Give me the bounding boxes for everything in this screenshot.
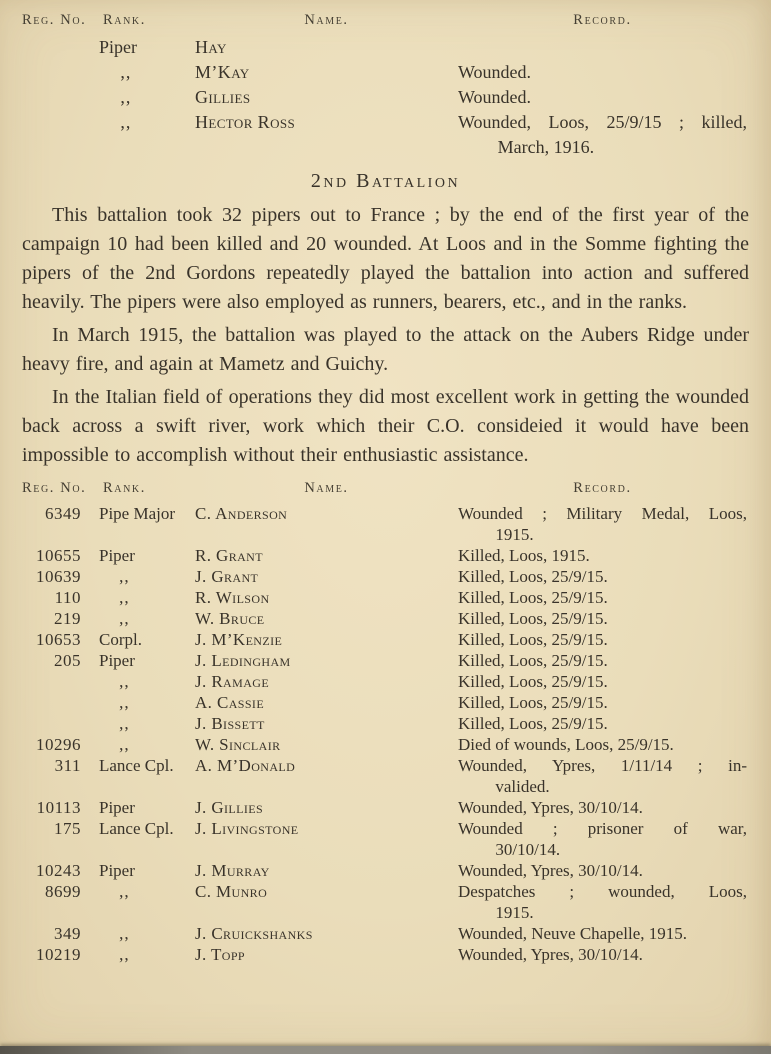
name-cell: Gillies: [195, 87, 251, 107]
table-row: [22, 734, 749, 755]
rank-cell: ,,: [119, 924, 130, 943]
table-header-row: [22, 476, 749, 500]
table-header-row: [22, 8, 749, 33]
reg-no-cell: 10655: [36, 546, 81, 565]
header-name: Name.: [304, 12, 349, 28]
record-cell: [458, 797, 749, 818]
record-line: Wounded, Ypres, 30/10/14.: [458, 798, 643, 817]
name-cell: J. Livingstone: [195, 819, 299, 838]
reg-no-cell: 175: [54, 819, 81, 838]
rank-cell: Piper: [99, 546, 135, 565]
battalion-paragraph-3: In the Italian field of operations they did most excellent work in getting the wounded back across a swift river, work which their C.O. consideied it would have been impossible to accomplish without their enthusiastic assistance.: [22, 386, 749, 466]
reg-no-cell: [22, 85, 97, 110]
record-line: Killed, Loos, 25/9/15.: [458, 651, 608, 670]
reg-no-cell: 110: [54, 588, 81, 607]
reg-no-cell: 8699: [45, 882, 81, 901]
name-cell: M’Kay: [195, 62, 250, 82]
rank-cell: ,,: [119, 882, 130, 901]
record-line: Killed, Loos, 25/9/15.: [458, 693, 608, 712]
record-line: 1915.: [495, 903, 534, 922]
record-cell: [458, 860, 749, 881]
table-row: [22, 35, 749, 60]
record-cell: [458, 608, 749, 629]
table-row: [22, 881, 749, 923]
section-heading-2nd-battalion: 2nd Battalion: [310, 170, 461, 192]
pipers-casualty-table: [22, 476, 749, 965]
rank-cell: ,,: [119, 945, 130, 964]
record-cell: [458, 85, 749, 110]
battalion-paragraph-2: In March 1915, the battalion was played to the attack on the Aubers Ridge under heavy fire, and again at Mametz and Guichy.: [22, 324, 749, 375]
record-cell: [458, 60, 749, 85]
reg-no-cell: [22, 671, 97, 692]
record-cell: [458, 818, 749, 860]
record-line: Killed, Loos, 25/9/15.: [458, 609, 608, 628]
record-line: 30/10/14.: [495, 840, 561, 859]
record-line: Killed, Loos, 1915.: [458, 546, 590, 565]
battalion-description: [22, 201, 749, 470]
name-cell: C. Anderson: [195, 504, 288, 523]
record-cell: [458, 503, 749, 545]
name-cell: W. Bruce: [195, 609, 265, 628]
rank-cell: ,,: [120, 112, 132, 132]
rank-cell: Piper: [99, 861, 135, 880]
name-cell: J. Gillies: [195, 798, 264, 817]
rank-cell: ,,: [119, 693, 130, 712]
name-cell: J. Cruickshanks: [195, 924, 313, 943]
record-line: valided.: [495, 777, 550, 796]
reg-no-cell: [22, 692, 97, 713]
name-cell: Hay: [195, 37, 227, 57]
record-line: Killed, Loos, 25/9/15.: [458, 714, 608, 733]
reg-no-cell: 6349: [45, 504, 81, 523]
record-cell: [458, 566, 749, 587]
table-row: [22, 503, 749, 545]
name-cell: J. Bissett: [195, 714, 265, 733]
table-row: [22, 944, 749, 965]
record-line: Killed, Loos, 25/9/15.: [458, 567, 608, 586]
reg-no-cell: 10639: [36, 567, 81, 586]
header-record: Record.: [573, 12, 632, 28]
record-line: March, 1916.: [497, 137, 595, 157]
reg-no-cell: [22, 713, 97, 734]
table-row: [22, 608, 749, 629]
record-cell: [458, 944, 749, 965]
header-reg-no: Reg. No.: [22, 480, 87, 496]
table-row: [22, 671, 749, 692]
rank-cell: Piper: [99, 37, 137, 57]
header-reg-no: Reg. No.: [22, 12, 87, 28]
name-cell: J. Ramage: [195, 672, 270, 691]
rank-cell: ,,: [119, 735, 130, 754]
name-cell: J. Topp: [195, 945, 246, 964]
rank-cell: ,,: [119, 714, 130, 733]
record-cell: [458, 587, 749, 608]
reg-no-cell: 10296: [36, 735, 81, 754]
record-line: Killed, Loos, 25/9/15.: [458, 588, 608, 607]
rank-cell: Pipe Major: [99, 504, 176, 523]
header-record: Record.: [573, 480, 632, 496]
table-row: [22, 818, 749, 860]
record-line: Killed, Loos, 25/9/15.: [458, 630, 608, 649]
table-row: [22, 110, 749, 160]
record-line: Wounded, Neuve Chapelle, 1915.: [458, 924, 688, 943]
record-line: Wounded.: [458, 62, 532, 82]
pipers-continuation-table: [22, 8, 749, 160]
record-line: Wounded ; Military Medal, Loos,: [458, 504, 747, 523]
record-cell: [458, 650, 749, 671]
header-rank: Rank.: [103, 480, 146, 496]
record-line: Wounded ; prisoner of war,: [458, 819, 747, 838]
record-cell: [458, 881, 749, 923]
table-row: [22, 923, 749, 944]
rank-cell: ,,: [119, 609, 130, 628]
table-row: [22, 566, 749, 587]
rank-cell: Lance Cpl.: [99, 819, 174, 838]
battalion-paragraph-1: This battalion took 32 pipers out to France ; by the end of the first year of the campaign 10 had been killed and 20 wounded. At Loos and in the Somme fighting the pipers of the 2nd Gordons repeatedly played the battalion into action and suffered heavily. The pipers were also employed as runners, bearers, etc., and in the ranks.: [22, 204, 749, 313]
table-row: [22, 629, 749, 650]
record-cell: [458, 713, 749, 734]
header-rank: Rank.: [103, 12, 146, 28]
table-row: [22, 797, 749, 818]
record-cell: [458, 734, 749, 755]
rank-cell: ,,: [119, 567, 130, 586]
reg-no-cell: [22, 35, 97, 60]
record-line: Killed, Loos, 25/9/15.: [458, 672, 608, 691]
record-line: Wounded, Ypres, 30/10/14.: [458, 861, 643, 880]
record-line: Wounded, Loos, 25/9/15 ; killed,: [458, 112, 747, 132]
table-row: [22, 587, 749, 608]
reg-no-cell: 10653: [36, 630, 81, 649]
record-cell: [458, 692, 749, 713]
reg-no-cell: [22, 110, 97, 160]
rank-cell: ,,: [120, 87, 132, 107]
reg-no-cell: 10219: [36, 945, 81, 964]
name-cell: A. Cassie: [195, 693, 265, 712]
rank-cell: ,,: [119, 672, 130, 691]
record-cell: [458, 545, 749, 566]
name-cell: R. Wilson: [195, 588, 270, 607]
rank-cell: Piper: [99, 651, 135, 670]
record-line: Wounded, Ypres, 30/10/14.: [458, 945, 643, 964]
reg-no-cell: 10113: [36, 798, 81, 817]
table-row: [22, 713, 749, 734]
record-line: Wounded.: [458, 87, 532, 107]
record-cell: [458, 755, 749, 797]
rank-cell: Corpl.: [99, 630, 142, 649]
table-row: [22, 85, 749, 110]
name-cell: J. Ledingham: [195, 651, 291, 670]
name-cell: W. Sinclair: [195, 735, 281, 754]
reg-no-cell: 311: [54, 756, 81, 775]
reg-no-cell: 205: [54, 651, 81, 670]
rank-cell: Lance Cpl.: [99, 756, 174, 775]
record-cell: [458, 629, 749, 650]
record-line: Despatches ; wounded, Loos,: [458, 882, 747, 901]
name-cell: R. Grant: [195, 546, 263, 565]
name-cell: J. M’Kenzie: [195, 630, 283, 649]
name-cell: Hector Ross: [195, 112, 296, 132]
name-cell: A. M’Donald: [195, 756, 296, 775]
table-row: [22, 60, 749, 85]
name-cell: J. Murray: [195, 861, 270, 880]
record-cell: [458, 671, 749, 692]
reg-no-cell: 10243: [36, 861, 81, 880]
table-row: [22, 545, 749, 566]
rank-cell: Piper: [99, 798, 135, 817]
record-cell: [458, 923, 749, 944]
rank-cell: ,,: [119, 588, 130, 607]
reg-no-cell: 219: [54, 609, 81, 628]
reg-no-cell: 349: [54, 924, 81, 943]
record-line: Wounded, Ypres, 1/11/14 ; in-: [458, 756, 747, 775]
reg-no-cell: [22, 60, 97, 85]
record-cell: [458, 110, 749, 160]
name-cell: J. Grant: [195, 567, 259, 586]
header-name: Name.: [304, 480, 349, 496]
scan-bottom-edge: [0, 1046, 771, 1054]
name-cell: C. Munro: [195, 882, 268, 901]
record-line: 1915.: [495, 525, 534, 544]
table-row: [22, 860, 749, 881]
table-row: [22, 755, 749, 797]
record-line: Died of wounds, Loos, 25/9/15.: [458, 735, 674, 754]
table-row: [22, 650, 749, 671]
rank-cell: ,,: [120, 62, 132, 82]
table-row: [22, 692, 749, 713]
record-cell: [458, 35, 749, 60]
